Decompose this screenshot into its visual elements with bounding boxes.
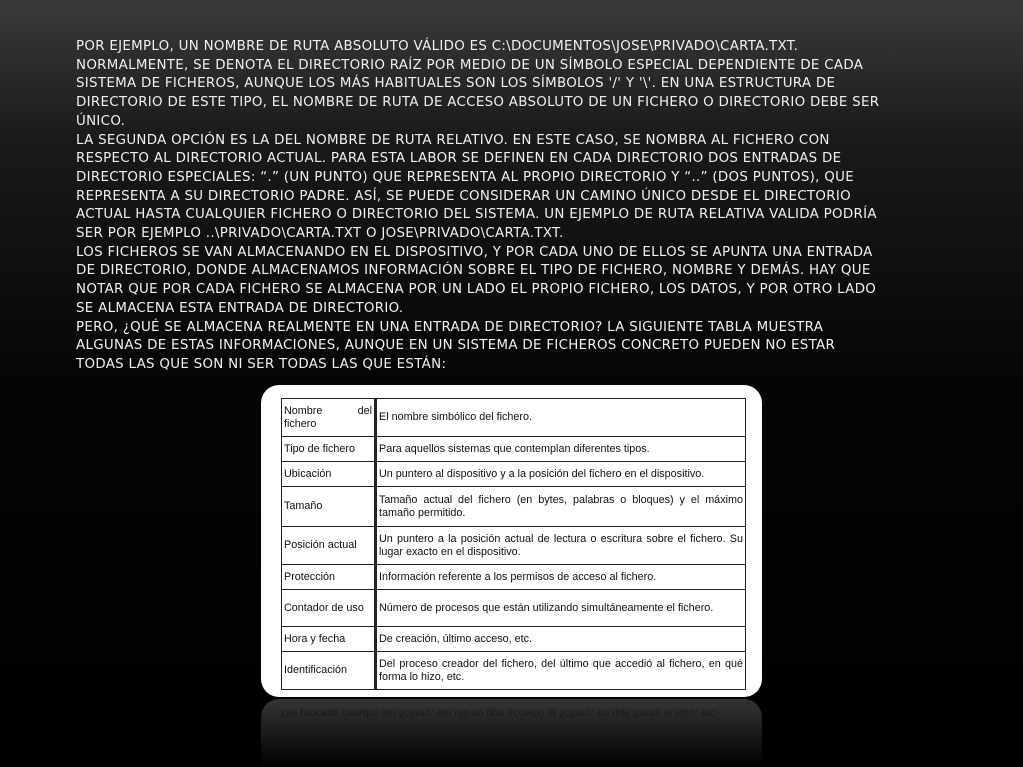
- table-row: [282, 652, 746, 690]
- field-desc-cell: Información referente a los permisos de acceso al fichero.: [376, 565, 746, 590]
- body-text: [76, 38, 886, 375]
- directory-entry-table-image: [261, 385, 762, 697]
- field-name-cell: Tipo de fichero: [282, 437, 376, 462]
- field-desc-cell: Un puntero al dispositivo y a la posición del fichero en el dispositivo.: [376, 462, 746, 487]
- paragraph-directory-entry: LOS FICHEROS SE VAN ALMACENANDO EN EL DISPOSITIVO, Y POR CADA UNO DE ELLOS SE APUNTA UNA ENTRADA DE DIRECTORIO, DONDE ALMACENAMOS INFORMACIÓN SOBRE EL TIPO DE FICHERO, NOMBRE Y DEMÁS. HAY QUE NOTAR QUE POR CADA FICHERO SE ALMACENA POR UN LADO EL PROPIO FICHERO, LOS DATOS, Y POR OTRO LADO SE ALMACENA ESTA ENTRADA DE DIRECTORIO.: [76, 244, 877, 316]
- field-desc-cell: Un puntero a la posición actual de lectura o escritura sobre el fichero. Su lugar exacto en el dispositivo.: [376, 527, 746, 565]
- reflection-text: Del proceso creador del fichero, del último que accedió al fichero, en qué forma lo hizo, etc.: [281, 707, 719, 719]
- paragraph-table-intro: PERO, ¿QUÉ SE ALMACENA REALMENTE EN UNA ENTRADA DE DIRECTORIO? LA SIGUIENTE TABLA MUESTRA ALGUNAS DE ESTAS INFORMACIONES, AUNQUE EN UN SISTEMA DE FICHEROS CONCRETO PUEDEN NO ESTAR TODAS LAS QUE SON NI SER TODAS LAS QUE ESTÁN:: [76, 319, 836, 372]
- table-row: [282, 437, 746, 462]
- table-row: [282, 527, 746, 565]
- table-row: [282, 487, 746, 527]
- field-desc-cell: El nombre simbólico del fichero.: [376, 399, 746, 437]
- directory-entry-table: [281, 398, 746, 690]
- field-name-cell: Identificación: [282, 652, 376, 690]
- field-desc-cell: De creación, último acceso, etc.: [376, 627, 746, 652]
- table-reflection: [261, 699, 762, 767]
- paragraph-relative-path: LA SEGUNDA OPCIÓN ES LA DEL NOMBRE DE RUTA RELATIVO. EN ESTE CASO, SE NOMBRA AL FICHERO CON RESPECTO AL DIRECTORIO ACTUAL. PARA ESTA LABOR SE DEFINEN EN CADA DIRECTORIO DOS ENTRADAS DE DIRECTORIO ESPECIALES: “.” (UN PUNTO) QUE REPRESENTA AL PROPIO DIRECTORIO Y “..” (DOS PUNTOS), QUE REPRESENTA A SU DIRECTORIO PADRE. ASÍ, SE PUEDE CONSIDERAR UN CAMINO ÚNICO DESDE EL DIRECTORIO ACTUAL HASTA CUALQUIER FICHERO O DIRECTORIO DEL SISTEMA. UN EJEMPLO DE RUTA RELATIVA VALIDA PODRÍA SER POR EJEMPLO ..\PRIVADO\CARTA.TXT O JOSE\PRIVADO\CARTA.TXT.: [76, 132, 877, 242]
- field-name-cell: Posición actual: [282, 527, 376, 565]
- field-name-cell: Protección: [282, 565, 376, 590]
- table-row: [282, 462, 746, 487]
- field-desc-cell: Del proceso creador del fichero, del último que accedió al fichero, en qué forma lo hizo, etc.: [376, 652, 746, 690]
- field-name-cell: Nombre del fichero: [282, 399, 376, 437]
- field-desc-cell: Para aquellos sistemas que contemplan diferentes tipos.: [376, 437, 746, 462]
- field-name-cell: Hora y fecha: [282, 627, 376, 652]
- field-desc-cell: Número de procesos que están utilizando simultáneamente el fichero.: [376, 590, 746, 627]
- field-name-cell: Ubicación: [282, 462, 376, 487]
- paragraph-absolute-path: POR EJEMPLO, UN NOMBRE DE RUTA ABSOLUTO VÁLIDO ES C:\DOCUMENTOS\JOSE\PRIVADO\CARTA.TXT. NORMALMENTE, SE DENOTA EL DIRECTORIO RAÍZ POR MEDIO DE UN SÍMBOLO ESPECIAL DEPENDIENTE DE CADA SISTEMA DE FICHEROS, AUNQUE LOS MÁS HABITUALES SON LOS SÍMBOLOS '/' Y '\'. EN UNA ESTRUCTURA DE DIRECTORIO DE ESTE TIPO, EL NOMBRE DE RUTA DE ACCESO ABSOLUTO DE UN FICHERO O DIRECTORIO DEBE SER ÚNICO.: [76, 39, 880, 129]
- field-desc-cell: Tamaño actual del fichero (en bytes, palabras o bloques) y el máximo tamaño permitido.: [376, 487, 746, 527]
- field-name-cell: Contador de uso: [282, 590, 376, 627]
- table-row: [282, 565, 746, 590]
- table-row: [282, 399, 746, 437]
- field-name-cell: Tamaño: [282, 487, 376, 527]
- table-row: [282, 590, 746, 627]
- table-row: [282, 627, 746, 652]
